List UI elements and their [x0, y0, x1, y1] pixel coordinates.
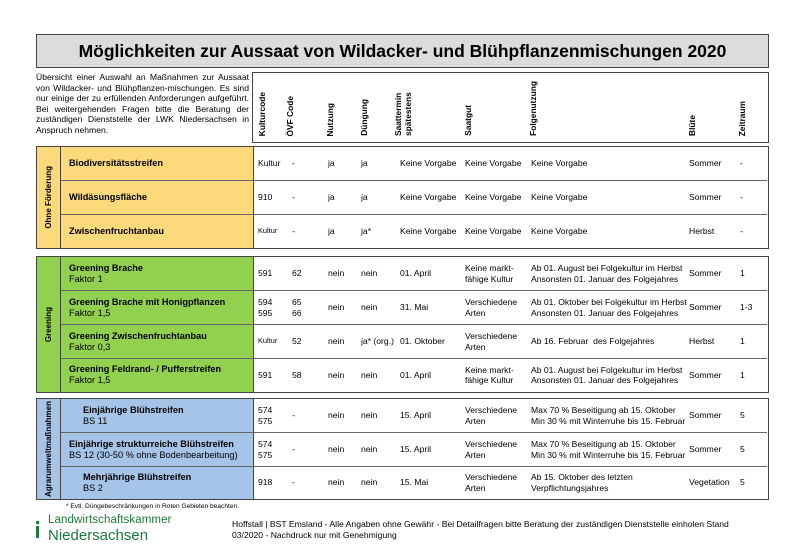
row-name: Zwischenfruchtanbau: [69, 225, 164, 236]
row-subtitle: Faktor 0,3: [69, 341, 111, 352]
cell-oevf: 58: [292, 369, 302, 380]
cell-bluete: Herbst: [689, 336, 715, 347]
cell-saatgut: Keine Vorgabe: [465, 158, 522, 169]
logo-text-line2: Niedersachsen: [48, 527, 149, 544]
cell-oevf: -: [292, 158, 295, 169]
row-subtitle: BS 2: [83, 482, 103, 493]
cell-saattermin: 15. April: [400, 444, 432, 455]
cell-oevf: 65 66: [292, 297, 302, 318]
section-label: Greening: [43, 306, 53, 343]
column-header-oevf-code: ÖVF Code: [285, 95, 295, 136]
cell-zeitraum: 1: [740, 336, 745, 347]
cell-bluete: Sommer: [689, 410, 722, 421]
cell-zeitraum: 5: [740, 444, 745, 455]
row-name: Greening Zwischenfruchtanbau: [69, 330, 207, 341]
cell-duengung: nein: [361, 444, 378, 455]
cell-kulturcode: 574 575: [258, 405, 273, 426]
column-header-saatgut: Saatgut: [463, 105, 473, 136]
cell-zeitraum: 1-3: [740, 302, 753, 313]
cell-saatgut: Keine markt- fähige Kultur: [465, 364, 514, 385]
cell-bluete: Vegetation: [689, 477, 730, 488]
cell-bluete: Sommer: [689, 302, 722, 313]
cell-kulturcode: Kultur: [258, 225, 278, 235]
cell-duengung: nein: [361, 369, 378, 380]
column-header-bluete: Blüte: [687, 115, 697, 136]
page-title: Möglichkeiten zur Aussaat von Wildacker- und Blühpflanzenmischungen 2020: [78, 41, 727, 61]
cell-nutzung: nein: [328, 369, 345, 380]
column-header-zeitraum: Zeitraum: [737, 100, 747, 136]
footer-line1: Hoffstall | BST Emsland - Alle Angaben ohne Gewähr - Bei Detailfragen bitte Beratung der zuständigen Dienststelle einholen Stand: [232, 519, 729, 529]
cell-folgenutzung: Keine Vorgabe: [531, 192, 588, 203]
cell-bluete: Sommer: [689, 268, 722, 279]
row-name: Greening Brache mit Honigpflanzen: [69, 296, 226, 307]
cell-bluete: Sommer: [689, 444, 722, 455]
column-header-folgenutzung: Folgenutzung: [528, 81, 538, 136]
intro-text: Übersicht einer Auswahl an Maßnahmen zur Aussaat von Wildacker- und Blühpflanzen-mischungen. Es sind nur einige der zu erfüllenden Anforderungen aufgeführt. Bei weitergehenden Fragen bitte die Beratung der zuständigen Dienststelle der LWK Niedersachsen in Anspruch nehmen.: [36, 72, 249, 135]
cell-folgenutzung: Keine Vorgabe: [531, 158, 588, 169]
section-label: Agrarumweltmaßnahmen: [43, 400, 53, 498]
column-header-nutzung: Nutzung: [325, 102, 335, 136]
section-label: Ohne Förderung: [43, 166, 53, 229]
cell-kulturcode: 591: [258, 369, 273, 380]
cell-saatgut: Verschiedene Arten: [465, 439, 518, 460]
cell-kulturcode: 918: [258, 477, 273, 488]
cell-saattermin: Keine Vorgabe: [400, 225, 457, 236]
section-ohne-foerderung: [36, 146, 769, 249]
row-subtitle: Faktor 1,5: [69, 375, 111, 385]
table-row: [61, 359, 767, 391]
cell-zeitraum: 5: [740, 477, 745, 488]
column-header-kulturcode: Kulturcode: [257, 91, 267, 136]
cell-nutzung: nein: [328, 477, 345, 488]
cell-kulturcode: Kultur: [258, 336, 278, 346]
table-row: [61, 399, 767, 433]
column-header-box: [252, 72, 769, 143]
cell-zeitraum: -: [740, 192, 743, 203]
cell-zeitraum: 5: [740, 410, 745, 421]
logo-text-line1: Landwirtschaftskammer: [48, 514, 172, 526]
cell-duengung: nein: [361, 410, 378, 421]
cell-duengung: ja*: [361, 225, 372, 236]
cell-saatgut: Keine Vorgabe: [465, 225, 522, 236]
row-name: Wildäsungsfläche: [69, 192, 148, 202]
section-agrarumweltmassnahmen: [36, 398, 769, 500]
table-row: [61, 257, 767, 291]
row-subtitle: Faktor 1,5: [69, 307, 111, 318]
cell-folgenutzung: Ab 01. August bei Folgekultur im Herbst Ansonsten 01. Januar des Folgejahres: [531, 263, 683, 284]
footer-text: [232, 519, 772, 541]
cell-duengung: nein: [361, 268, 378, 279]
cell-kulturcode: 591: [258, 268, 273, 279]
cell-saatgut: Verschiedene Arten: [465, 331, 518, 352]
row-name: Greening Brache: [69, 262, 144, 273]
cell-saattermin: 01. Oktober: [400, 336, 445, 347]
cell-zeitraum: 1: [740, 268, 745, 279]
cell-kulturcode: 910: [258, 192, 273, 203]
table-row: [61, 325, 767, 359]
cell-zeitraum: 1: [740, 369, 745, 380]
table-row: [61, 433, 767, 467]
cell-zeitraum: -: [740, 158, 743, 169]
cell-saattermin: Keine Vorgabe: [400, 192, 457, 203]
cell-folgenutzung: Ab 15. Oktober des letzten Verpflichtungsjahres: [531, 472, 633, 493]
footer-line2: 03/2020 - Nachdruck nur mit Genehmigung: [232, 530, 397, 540]
cell-nutzung: ja: [328, 192, 335, 203]
column-header-saattermin: Saattermin spätestens: [393, 92, 413, 136]
cell-bluete: Herbst: [689, 225, 715, 236]
section-side-greening: [37, 257, 61, 392]
cell-folgenutzung: Max 70 % Beseitigung ab 15. Oktober Min 30 % mit Winterruhe bis 15. Februar: [531, 439, 686, 460]
cell-saattermin: Keine Vorgabe: [400, 158, 457, 169]
logo-mark-icon: [36, 520, 45, 538]
cell-oevf: -: [292, 225, 295, 236]
cell-saatgut: Keine markt- fähige Kultur: [465, 263, 514, 284]
cell-duengung: nein: [361, 302, 378, 313]
table-row: [61, 291, 767, 325]
cell-folgenutzung: Ab 01. August bei Folgekultur im Herbst Ansonsten 01. Januar des Folgejahres: [531, 364, 683, 385]
cell-oevf: 52: [292, 336, 302, 347]
cell-folgenutzung: Ab 16. Februar des Folgejahres: [531, 336, 655, 347]
cell-oevf: -: [292, 410, 295, 421]
cell-nutzung: nein: [328, 410, 345, 421]
section-side-ohne-foerderung: [37, 147, 61, 248]
lwk-logo: [36, 514, 236, 548]
title-box: [36, 34, 769, 68]
cell-saattermin: 15. April: [400, 410, 432, 421]
cell-duengung: nein: [361, 477, 378, 488]
cell-saatgut: Verschiedene Arten: [465, 297, 518, 318]
row-name: Mehrjährige Blühstreifen: [83, 471, 192, 482]
table-row: [61, 467, 767, 498]
cell-nutzung: nein: [328, 336, 345, 347]
table-row: [61, 147, 767, 181]
row-name: Einjährige Blühstreifen: [83, 404, 184, 415]
cell-oevf: -: [292, 444, 295, 455]
cell-folgenutzung: Keine Vorgabe: [531, 225, 588, 236]
row-subtitle: BS 11: [83, 415, 108, 426]
cell-kulturcode: Kultur: [258, 158, 281, 169]
row-subtitle: Faktor 1: [69, 273, 103, 284]
cell-oevf: -: [292, 477, 295, 488]
cell-saattermin: 01. April: [400, 268, 432, 279]
cell-duengung: ja* (org.): [361, 336, 394, 347]
cell-saattermin: 15. Mai: [400, 477, 429, 488]
cell-bluete: Sommer: [689, 158, 722, 169]
cell-saattermin: 31. Mai: [400, 302, 429, 313]
cell-nutzung: ja: [328, 225, 335, 236]
cell-kulturcode: 594 595: [258, 297, 273, 318]
row-name: Einjährige strukturreiche Blühstreifen: [69, 438, 234, 449]
cell-saatgut: Keine Vorgabe: [465, 192, 522, 203]
footnote: * Evtl. Düngebeschränkungen in Roten Gebieten beachten.: [66, 503, 240, 510]
cell-saatgut: Verschiedene Arten: [465, 405, 518, 426]
row-name: Greening Feldrand- / Pufferstreifen: [69, 364, 222, 374]
cell-oevf: -: [292, 192, 295, 203]
column-header-duengung: Düngung: [359, 99, 369, 136]
cell-bluete: Sommer: [689, 369, 722, 380]
cell-duengung: ja: [361, 158, 368, 169]
cell-nutzung: nein: [328, 302, 345, 313]
cell-oevf: 62: [292, 268, 302, 279]
cell-kulturcode: 574 575: [258, 439, 273, 460]
cell-saatgut: Verschiedene Arten: [465, 472, 518, 493]
table-row: [61, 215, 767, 247]
cell-folgenutzung: Ab 01. Oktober bei Folgekultur im Herbst Ansonsten 01. Januar des Folgejahres: [531, 297, 687, 318]
cell-duengung: ja: [361, 192, 368, 203]
cell-zeitraum: -: [740, 225, 743, 236]
section-side-agrarumwelt: [37, 399, 61, 499]
section-greening: [36, 256, 769, 393]
row-subtitle: BS 12 (30-50 % ohne Bodenbearbeitung): [69, 449, 238, 460]
row-name: Biodiversitätsstreifen: [69, 158, 163, 168]
table-row: [61, 181, 767, 215]
cell-nutzung: ja: [328, 158, 335, 169]
cell-nutzung: nein: [328, 268, 345, 279]
cell-nutzung: nein: [328, 444, 345, 455]
cell-saattermin: 01. April: [400, 369, 432, 380]
cell-folgenutzung: Max 70 % Beseitigung ab 15. Oktober Min 30 % mit Winterruhe bis 15. Februar: [531, 405, 686, 426]
cell-bluete: Sommer: [689, 192, 722, 203]
